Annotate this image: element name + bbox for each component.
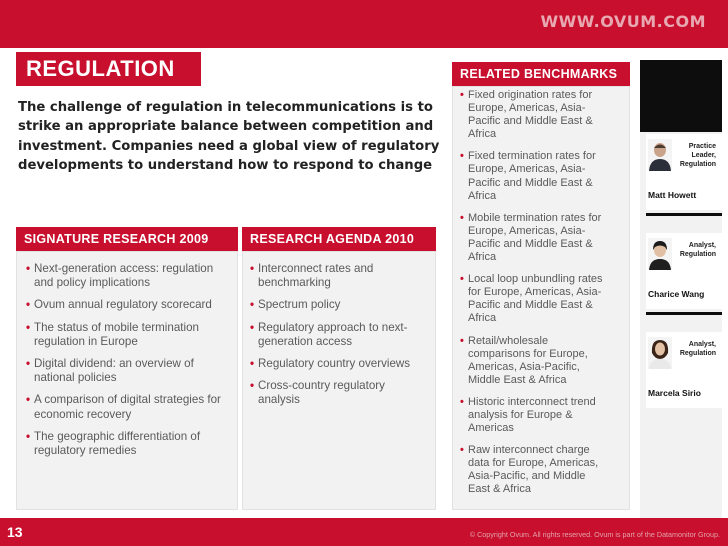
analyst-card (646, 332, 722, 408)
analyst-role: Analyst, Regulation (679, 341, 716, 357)
bullet-icon: • (460, 211, 464, 224)
top-banner (0, 0, 728, 48)
bullet-icon: • (460, 273, 464, 286)
analyst-photo-icon (648, 139, 672, 171)
list-item: • Digital dividend: an overview of national policies (26, 357, 194, 385)
related-benchmarks-list (460, 89, 608, 506)
analysts-header-strip (640, 60, 722, 132)
bullet-icon: • (250, 357, 255, 371)
list-item: • Historic interconnect trend analysis for Europe & Americas (460, 395, 596, 435)
analyst-name: Marcela Sirio (648, 388, 701, 398)
list-item: • Local loop unbundling rates for Europe, Americas, Asia-Pacific and Middle East & Africa (460, 273, 603, 325)
list-item: • Fixed origination rates for Europe, Americas, Asia-Pacific and Middle East & Africa (460, 89, 593, 141)
analyst-photo-icon (648, 337, 672, 369)
list-item: • Next-generation access: regulation and policy implications (26, 262, 214, 290)
list-item: • Interconnect rates and benchmarking (250, 262, 374, 290)
page-title: REGULATION (16, 52, 201, 86)
bullet-icon: • (26, 320, 31, 334)
list-item: • Fixed termination rates for Europe, Americas, Asia-Pacific and Middle East & Africa (460, 150, 596, 202)
bullet-icon: • (26, 393, 31, 407)
bullet-icon: • (460, 150, 464, 163)
analyst-role: Analyst, Regulation (679, 242, 716, 258)
divider (646, 213, 722, 216)
page-number: 13 (7, 524, 23, 540)
list-item: • Mobile termination rates for Europe, Americas, Asia-Pacific and Middle East & Africa (460, 211, 602, 264)
list-item: • A comparison of digital strategies for economic recovery (26, 393, 221, 421)
list-item: • The geographic differentiation of regulatory remedies (26, 429, 201, 458)
list-item: • Regulatory country overviews (250, 357, 411, 371)
signature-research-heading: SIGNATURE RESEARCH 2009 (16, 227, 238, 251)
site-url: WWW.OVUM.COM (540, 12, 706, 31)
list-item: • Ovum annual regulatory scorecard (26, 298, 212, 312)
analyst-name: Charice Wang (648, 289, 705, 299)
bullet-icon: • (460, 89, 464, 101)
bullet-icon: • (250, 320, 255, 334)
bullet-icon: • (460, 334, 464, 347)
list-item: • Cross-country regulatory analysis (250, 379, 385, 407)
intro-text: The challenge of regulation in telecommunications is to strike an appropriate balance between competition and investment. Companies need a global view of regulatory developments to understand how to respond to change (18, 100, 440, 174)
analyst-card (646, 233, 722, 309)
list-item: • Regulatory approach to next-generation access (250, 320, 408, 348)
bullet-icon: • (460, 444, 464, 457)
analyst-role: Practice Leader, Regulation (679, 143, 716, 168)
bullet-icon: • (250, 379, 255, 393)
bullet-icon: • (26, 429, 31, 443)
list-item: • Raw interconnect charge data for Europe, Americas, Asia-Pacific, and Middle East & Africa (460, 444, 599, 496)
bullet-icon: • (26, 357, 31, 371)
copyright-text: © Copyright Ovum. All rights reserved. Ovum is part of the Datamonitor Group. (469, 530, 720, 539)
analyst-name: Matt Howett (648, 190, 697, 200)
bullet-icon: • (26, 298, 31, 312)
footer-bar (0, 518, 728, 546)
research-agenda-list (250, 262, 430, 416)
bullet-icon: • (250, 262, 255, 275)
signature-research-list (26, 262, 228, 466)
analyst-photo-icon (648, 238, 672, 270)
list-item: • Retail/wholesale comparisons for Europe, Americas, Asia-Pacific, Middle East & Africa (460, 334, 588, 386)
bullet-icon: • (250, 298, 255, 312)
bullet-icon: • (26, 262, 31, 275)
related-benchmarks-heading: RELATED BENCHMARKS (452, 62, 630, 86)
list-item: • The status of mobile termination regulation in Europe (26, 320, 199, 348)
bullet-icon: • (460, 395, 464, 408)
list-item: • Spectrum policy (250, 298, 341, 312)
analyst-card (646, 134, 722, 210)
divider (646, 312, 722, 315)
research-agenda-heading: RESEARCH AGENDA 2010 (242, 227, 436, 251)
